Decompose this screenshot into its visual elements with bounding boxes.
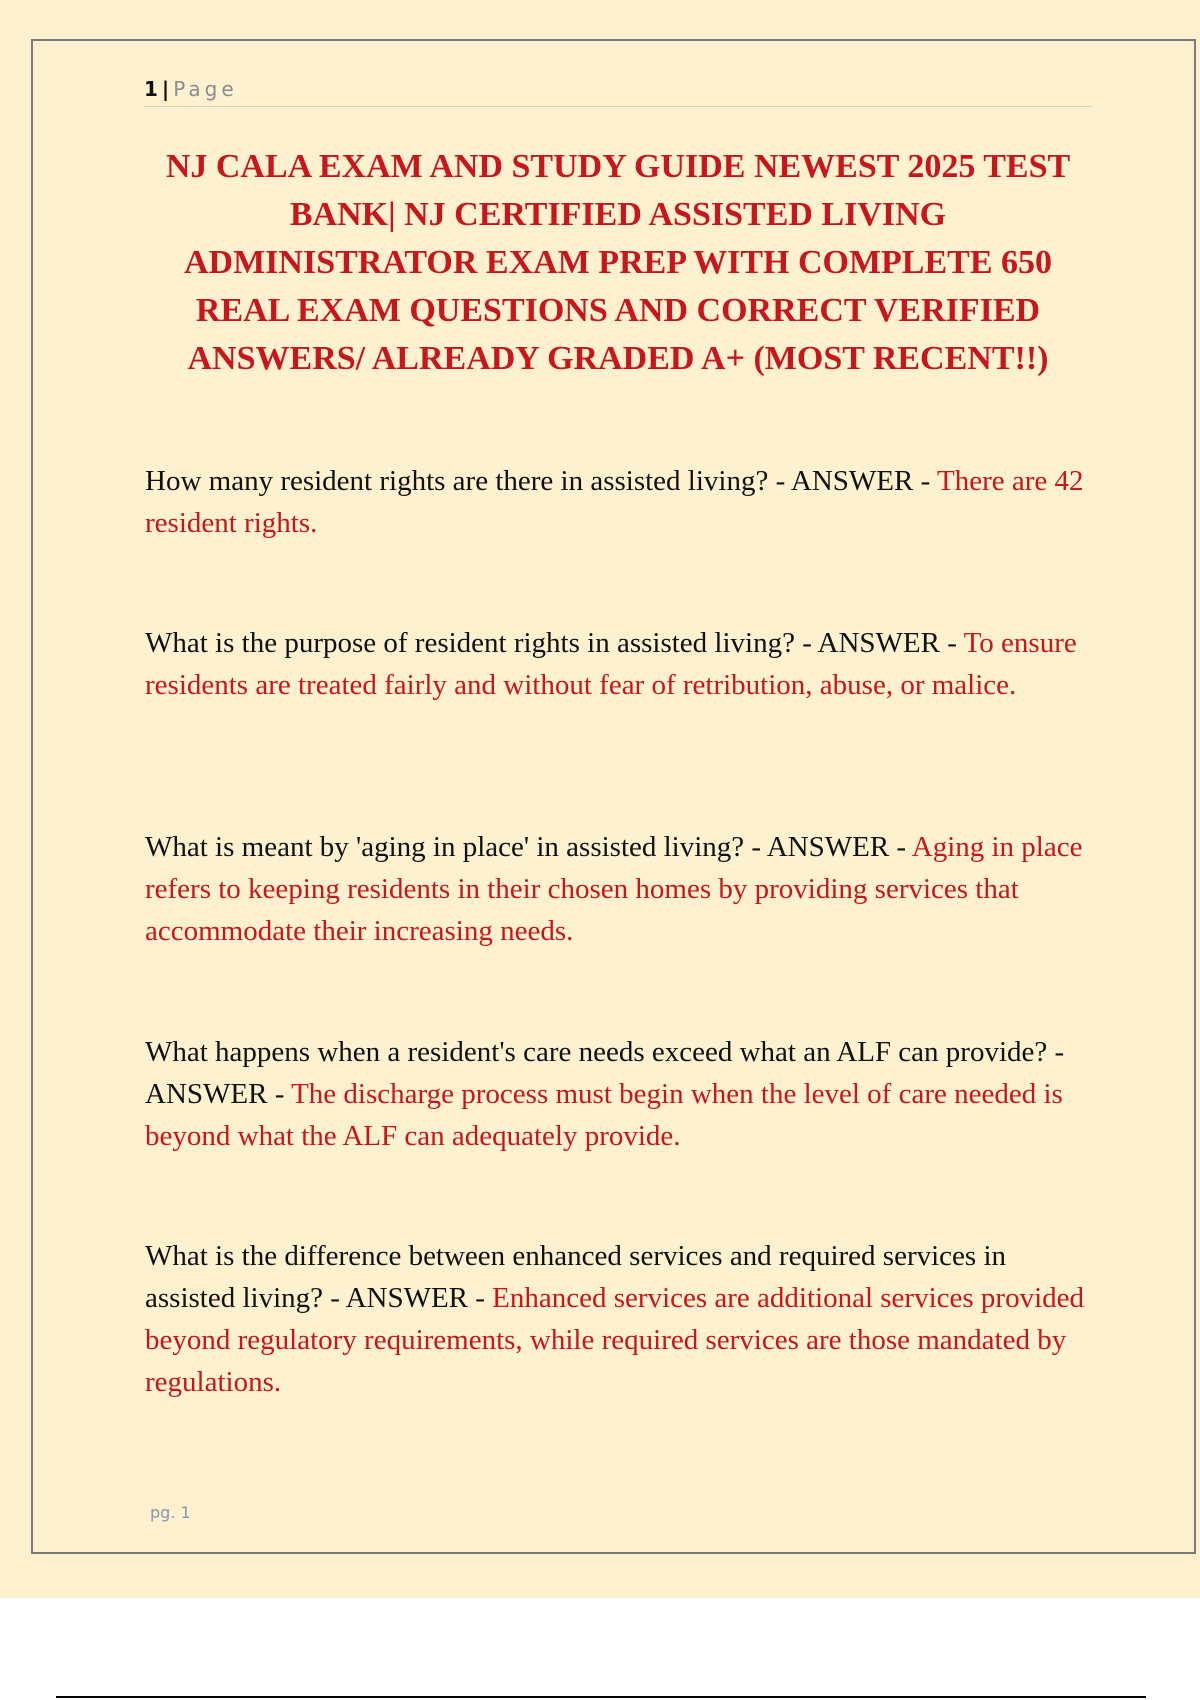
qa-item xyxy=(145,1031,1093,1157)
question-text: What happens when a resident's care needs exceed what an ALF can provide? - ANSWER - xyxy=(145,1036,1065,1110)
document-title: NJ CALA EXAM AND STUDY GUIDE NEWEST 2025 TEST BANK| NJ CERTIFIED ASSISTED LIVING ADMINISTRATOR EXAM PREP WITH COMPLETE 650 REAL EXAM QUESTIONS AND CORRECT VERIFIED ANSWERS/ ALREADY GRADED A+ (MOST RECENT!!) xyxy=(165,148,1071,377)
answer-text: To ensure residents are treated fairly and without fear of retribution, abuse, or malice. xyxy=(145,627,1077,701)
header-page-number: 1 xyxy=(144,77,159,101)
header-page-label: Page xyxy=(173,77,238,101)
answer-text: The discharge process must begin when the level of care needed is beyond what the ALF can adequately provide. xyxy=(145,1078,1063,1152)
page-footer: pg. 1 xyxy=(150,1503,191,1522)
question-text: What is the purpose of resident rights in assisted living? - ANSWER - xyxy=(145,627,957,659)
answer-text: There are 42 resident rights. xyxy=(145,465,1084,539)
bottom-divider xyxy=(56,1696,1146,1698)
page-header xyxy=(144,72,1092,107)
qa-item xyxy=(145,826,1093,952)
qa-item xyxy=(145,622,1093,706)
question-text: What is meant by 'aging in place' in assisted living? - ANSWER - xyxy=(145,831,907,863)
answer-text: Aging in place refers to keeping residents in their chosen homes by providing services that accommodate their increasing needs. xyxy=(145,831,1083,947)
answer-text: Enhanced services are additional services provided beyond regulatory requirements, while required services are those mandated by regulations. xyxy=(145,1282,1085,1398)
header-separator: | xyxy=(161,77,171,101)
question-text: How many resident rights are there in assisted living? - ANSWER - xyxy=(145,465,931,497)
qa-item xyxy=(145,1235,1093,1403)
qa-item xyxy=(145,460,1093,544)
question-text: What is the difference between enhanced services and required services in assisted living? - ANSWER - xyxy=(145,1240,1007,1314)
